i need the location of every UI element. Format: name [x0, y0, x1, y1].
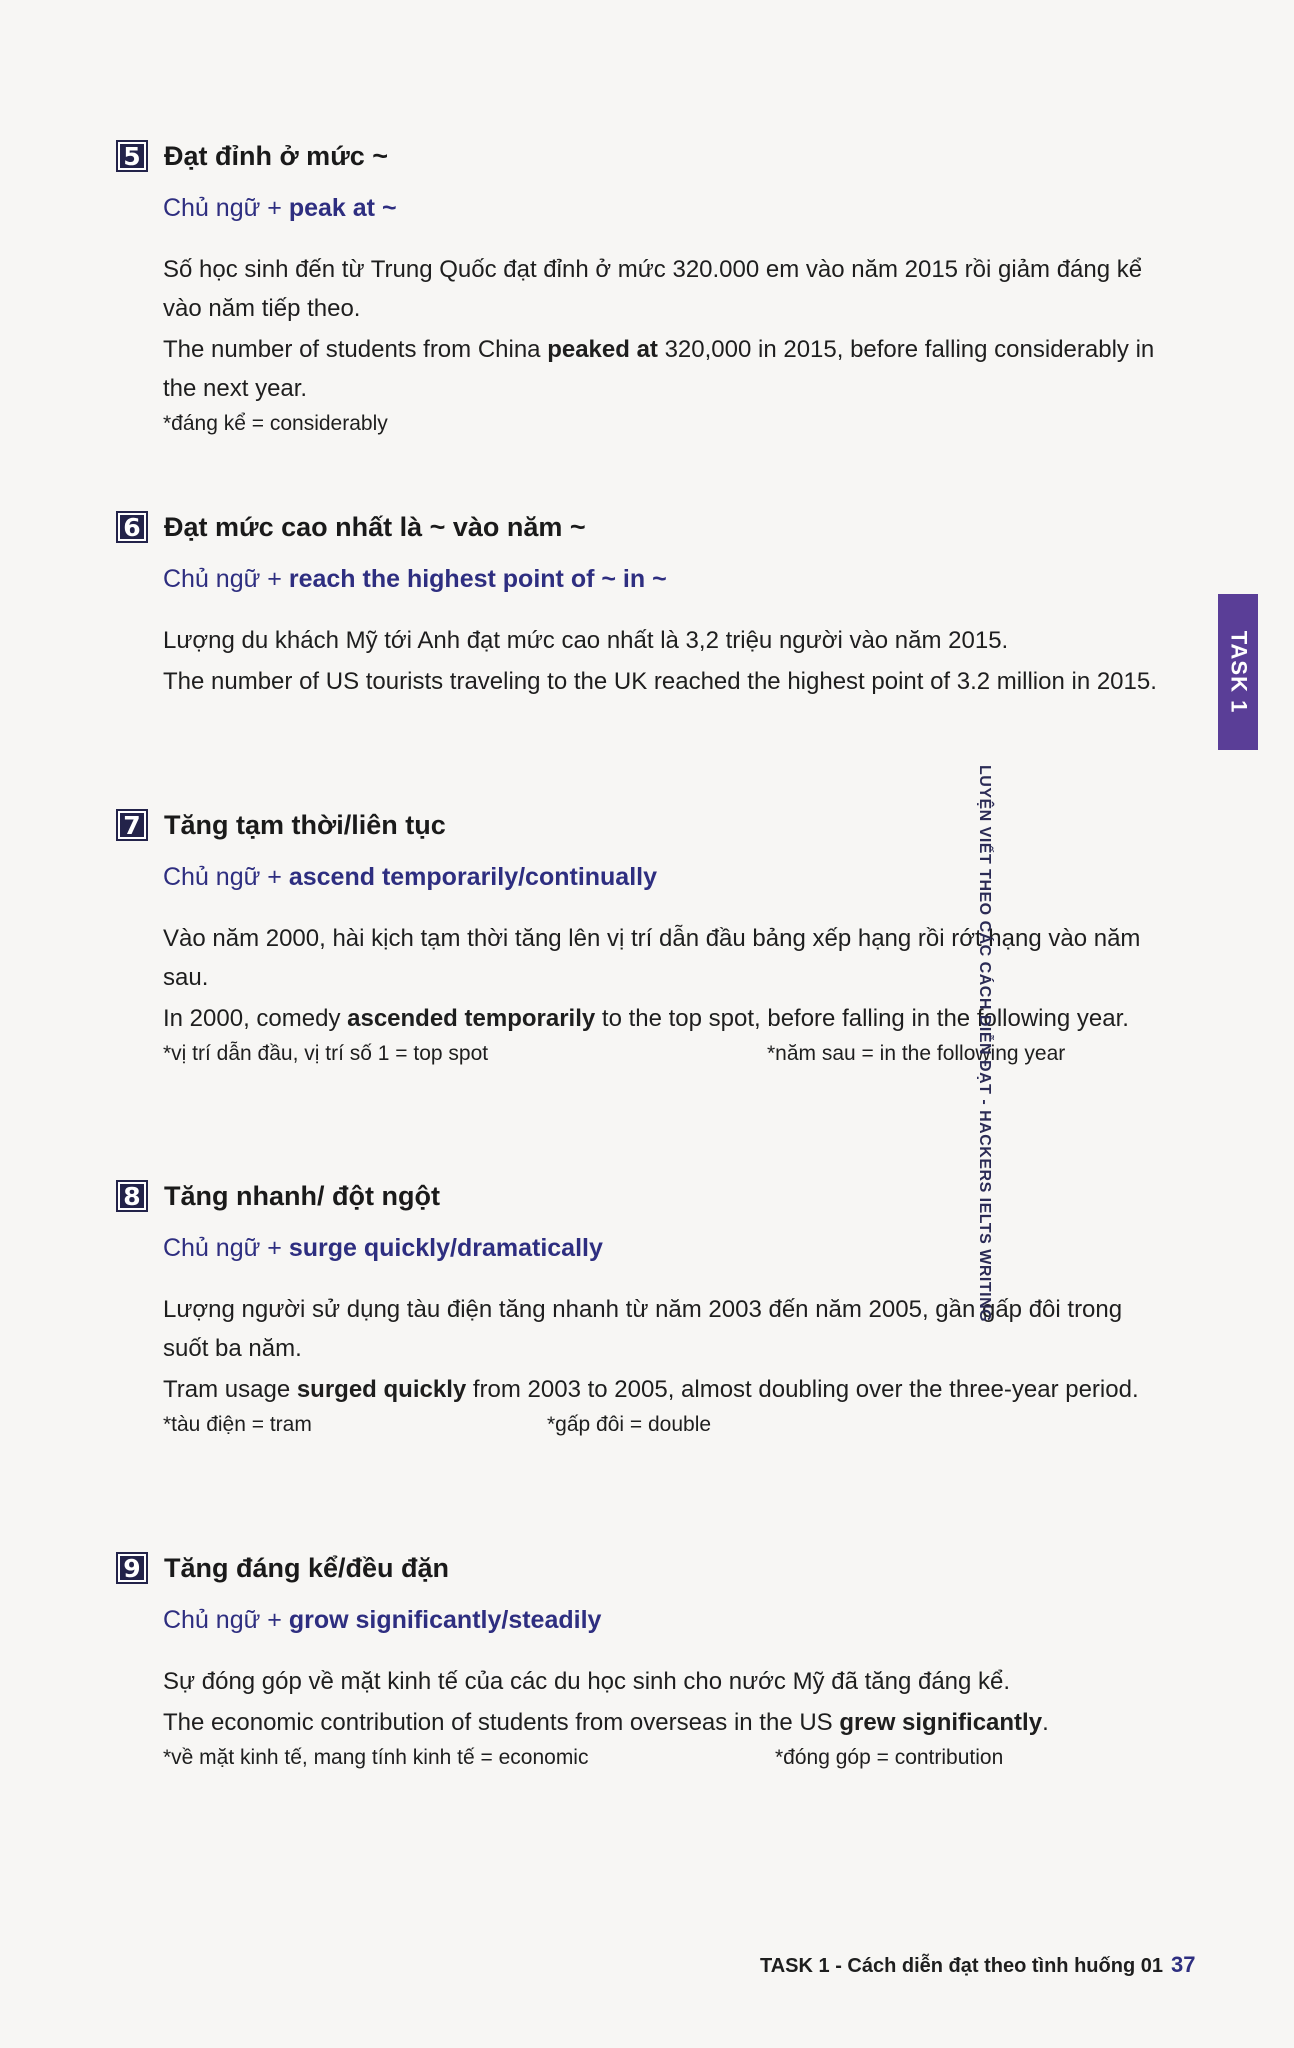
- running-side-header: [976, 765, 1254, 1323]
- vocab-note: *đóng góp = contribution: [775, 1746, 1004, 1769]
- english-example: [163, 1370, 1162, 1409]
- vocab-notes: [163, 1042, 1162, 1072]
- section-title: Đạt đỉnh ở mức ~: [164, 140, 389, 171]
- section-5: [116, 138, 1162, 442]
- english-text: Tram usage: [163, 1376, 297, 1403]
- section-7: [116, 807, 1162, 1072]
- english-text: to the top spot, before falling in the following year.: [595, 1005, 1129, 1032]
- vocab-notes: [163, 412, 1162, 442]
- formula-keyword: surge quickly/dramatically: [288, 1234, 603, 1262]
- english-text: The economic contribution of students from overseas in the US: [163, 1709, 840, 1736]
- english-text: In 2000, comedy: [163, 1005, 348, 1032]
- english-example: [163, 662, 1162, 701]
- english-example: [163, 330, 1162, 408]
- chapter-tab: [1218, 594, 1258, 750]
- section-number-badge: 8: [116, 1180, 148, 1212]
- english-text: from 2003 to 2005, almost doubling over the three-year period.: [466, 1376, 1139, 1403]
- formula-prefix: Chủ ngữ +: [163, 194, 289, 222]
- section-number-badge: 5: [116, 140, 148, 172]
- english-keyword: surged quickly: [296, 1376, 467, 1403]
- page-number: 37: [1170, 1952, 1196, 1977]
- english-keyword: grew significantly: [839, 1709, 1043, 1736]
- section-number-badge: 7: [116, 809, 148, 841]
- section-heading: [116, 807, 1162, 843]
- vocab-note: *về mặt kinh tế, mang tính kinh tế = economic: [163, 1746, 589, 1769]
- formula-prefix: Chủ ngữ +: [163, 565, 289, 593]
- english-example: [163, 999, 1162, 1038]
- vocab-note: *đáng kể = considerably: [163, 412, 388, 435]
- section-title: Tăng tạm thời/liên tục: [164, 809, 446, 840]
- section-9: [116, 1550, 1162, 1776]
- section-heading: [116, 138, 1162, 174]
- english-keyword: ascended temporarily: [347, 1005, 596, 1032]
- page-footer: [760, 1952, 1195, 1978]
- formula-prefix: Chủ ngữ +: [163, 863, 289, 891]
- vocab-note: *tàu điện = tram: [163, 1413, 312, 1436]
- vietnamese-example: Lượng người sử dụng tàu điện tăng nhanh từ năm 2003 đến năm 2005, gần gấp đôi trong suốt ba năm.: [163, 1296, 1123, 1362]
- formula-prefix: Chủ ngữ +: [163, 1234, 289, 1262]
- english-keyword: peaked at: [547, 336, 658, 363]
- vietnamese-example: Sự đóng góp về mặt kinh tế của các du học sinh cho nước Mỹ đã tăng đáng kể.: [163, 1668, 1011, 1695]
- formula-keyword: reach the highest point of ~ in ~: [288, 565, 667, 593]
- vocab-notes: [163, 1746, 1162, 1776]
- footer-text: TASK 1 - Cách diễn đạt theo tình huống 01: [760, 1955, 1163, 1977]
- formula-keyword: ascend temporarily/continually: [288, 863, 658, 891]
- section-number-badge: 6: [116, 511, 148, 543]
- section-heading: [116, 1550, 1162, 1586]
- section-title: Tăng đáng kể/đều đặn: [164, 1552, 450, 1583]
- english-example: [163, 1703, 1162, 1742]
- formula: [163, 1234, 1162, 1263]
- section-number-badge: 9: [116, 1552, 148, 1584]
- english-text: The number of students from China: [163, 336, 548, 363]
- vocab-note: *gấp đôi = double: [547, 1413, 712, 1436]
- vietnamese-example: Vào năm 2000, hài kịch tạm thời tăng lên vị trí dẫn đầu bảng xếp hạng rồi rớt hạng vào năm sau.: [163, 925, 1141, 991]
- vocab-notes: [163, 1413, 1162, 1443]
- formula-keyword: peak at ~: [288, 194, 397, 222]
- section-title: Tăng nhanh/ đột ngột: [164, 1180, 440, 1211]
- section-title: Đạt mức cao nhất là ~ vào năm ~: [164, 511, 586, 542]
- formula: [163, 194, 1162, 223]
- chapter-tab-label: TASK 1: [1226, 630, 1252, 714]
- section-6: [116, 509, 1162, 701]
- formula: [163, 565, 1162, 594]
- vietnamese-example: Lượng du khách Mỹ tới Anh đạt mức cao nhất là 3,2 triệu người vào năm 2015.: [163, 627, 1009, 654]
- vocab-note: *vị trí dẫn đầu, vị trí số 1 = top spot: [163, 1042, 489, 1065]
- section-heading: [116, 1178, 1162, 1214]
- formula: [163, 1606, 1162, 1635]
- english-text: The number of US tourists traveling to the UK reached the highest point of 3.2 million in 2015.: [163, 668, 1157, 695]
- formula: [163, 863, 1162, 892]
- english-text: .: [1042, 1709, 1049, 1736]
- vietnamese-example: Số học sinh đến từ Trung Quốc đạt đỉnh ở mức 320.000 em vào năm 2015 rồi giảm đáng kể vào năm tiếp theo.: [163, 256, 1143, 322]
- section-heading: [116, 509, 1162, 545]
- english-text: 320,000 in 2015, before falling considerably in the next year.: [163, 336, 1155, 402]
- vocab-note: *năm sau = in the following year: [767, 1042, 1066, 1065]
- section-8: [116, 1178, 1162, 1443]
- formula-keyword: grow significantly/steadily: [288, 1606, 602, 1634]
- formula-prefix: Chủ ngữ +: [163, 1606, 289, 1634]
- side-header-text: LUYỆN VIẾT THEO CÁC CÁCH DIỄN ĐẠT - HACKERS IELTS WRITING: [976, 765, 993, 1323]
